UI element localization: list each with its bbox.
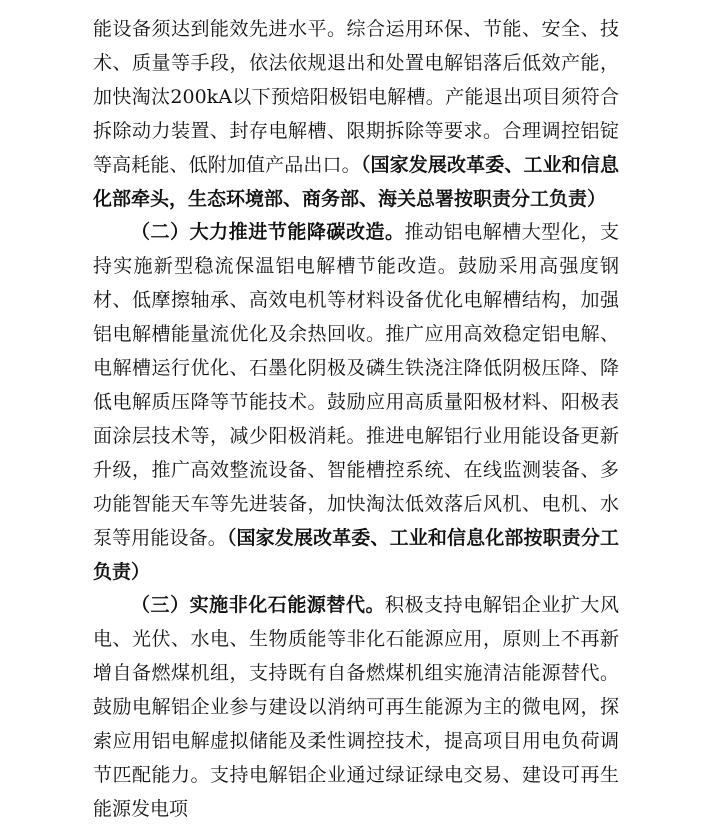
section-2-heading: （二）大力推进节能降碳改造。 — [131, 221, 405, 244]
paragraph-2-responsibility: （国家发展改革委、工业和信息化部按职责分工负责） — [93, 526, 619, 583]
paragraph-1 — [93, 13, 619, 216]
paragraph-2-text: 推动铝电解槽大型化，支持实施新型稳流保温铝电解槽节能改造。鼓励采用高强度钢材、低摩擦轴承、高效电机等材料设备优化电解槽结构，加强铝电解槽能量流优化及余热回收。推广应用高效稳定铝电解、电解槽运行优化、石墨化阴极及磷生铁浇注降低阴极压降、降低电解质压降等节能技术。鼓励应用高质量阳极材料、阳极表面涂层技术等，减少阳极消耗。推进电解铝行业用能设备更新升级，推广高效整流设备、智能槽控系统、在线监测装备、多功能智能天车等先进装备，加快淘汰低效落后风机、电机、水泵等用能设备。 — [93, 221, 619, 549]
document-page — [93, 13, 619, 827]
paragraph-3 — [93, 589, 619, 826]
paragraph-3-text: 积极支持电解铝企业扩大风电、光伏、水电、生物质能等非化石能源应用，原则上不再新增自备燃煤机组，支持既有自备燃煤机组实施清洁能源替代。鼓励电解铝企业参与建设以消纳可再生能源为主的微电网，探索应用铝电解虚拟储能及柔性调控技术，提高项目用电负荷调节匹配能力。支持电解铝企业通过绿证绿电交易、建设可再生能源发电项 — [93, 594, 619, 820]
paragraph-2 — [93, 216, 619, 589]
paragraph-1-text: 能设备须达到能效先进水平。综合运用环保、节能、安全、技术、质量等手段，依法依规退出和处置电解铝落后低效产能，加快淘汰200kA以下预焙阳极铝电解槽。产能退出项目须符合拆除动力装置、封存电解槽、限期拆除等要求。合理调控铝锭等高耗能、低附加值产品出口。 — [93, 18, 619, 176]
paragraph-1-responsibility: （国家发展改革委、工业和信息化部牵头，生态环境部、商务部、海关总署按职责分工负责） — [93, 153, 619, 210]
section-3-heading: （三）实施非化石能源替代。 — [131, 594, 386, 617]
